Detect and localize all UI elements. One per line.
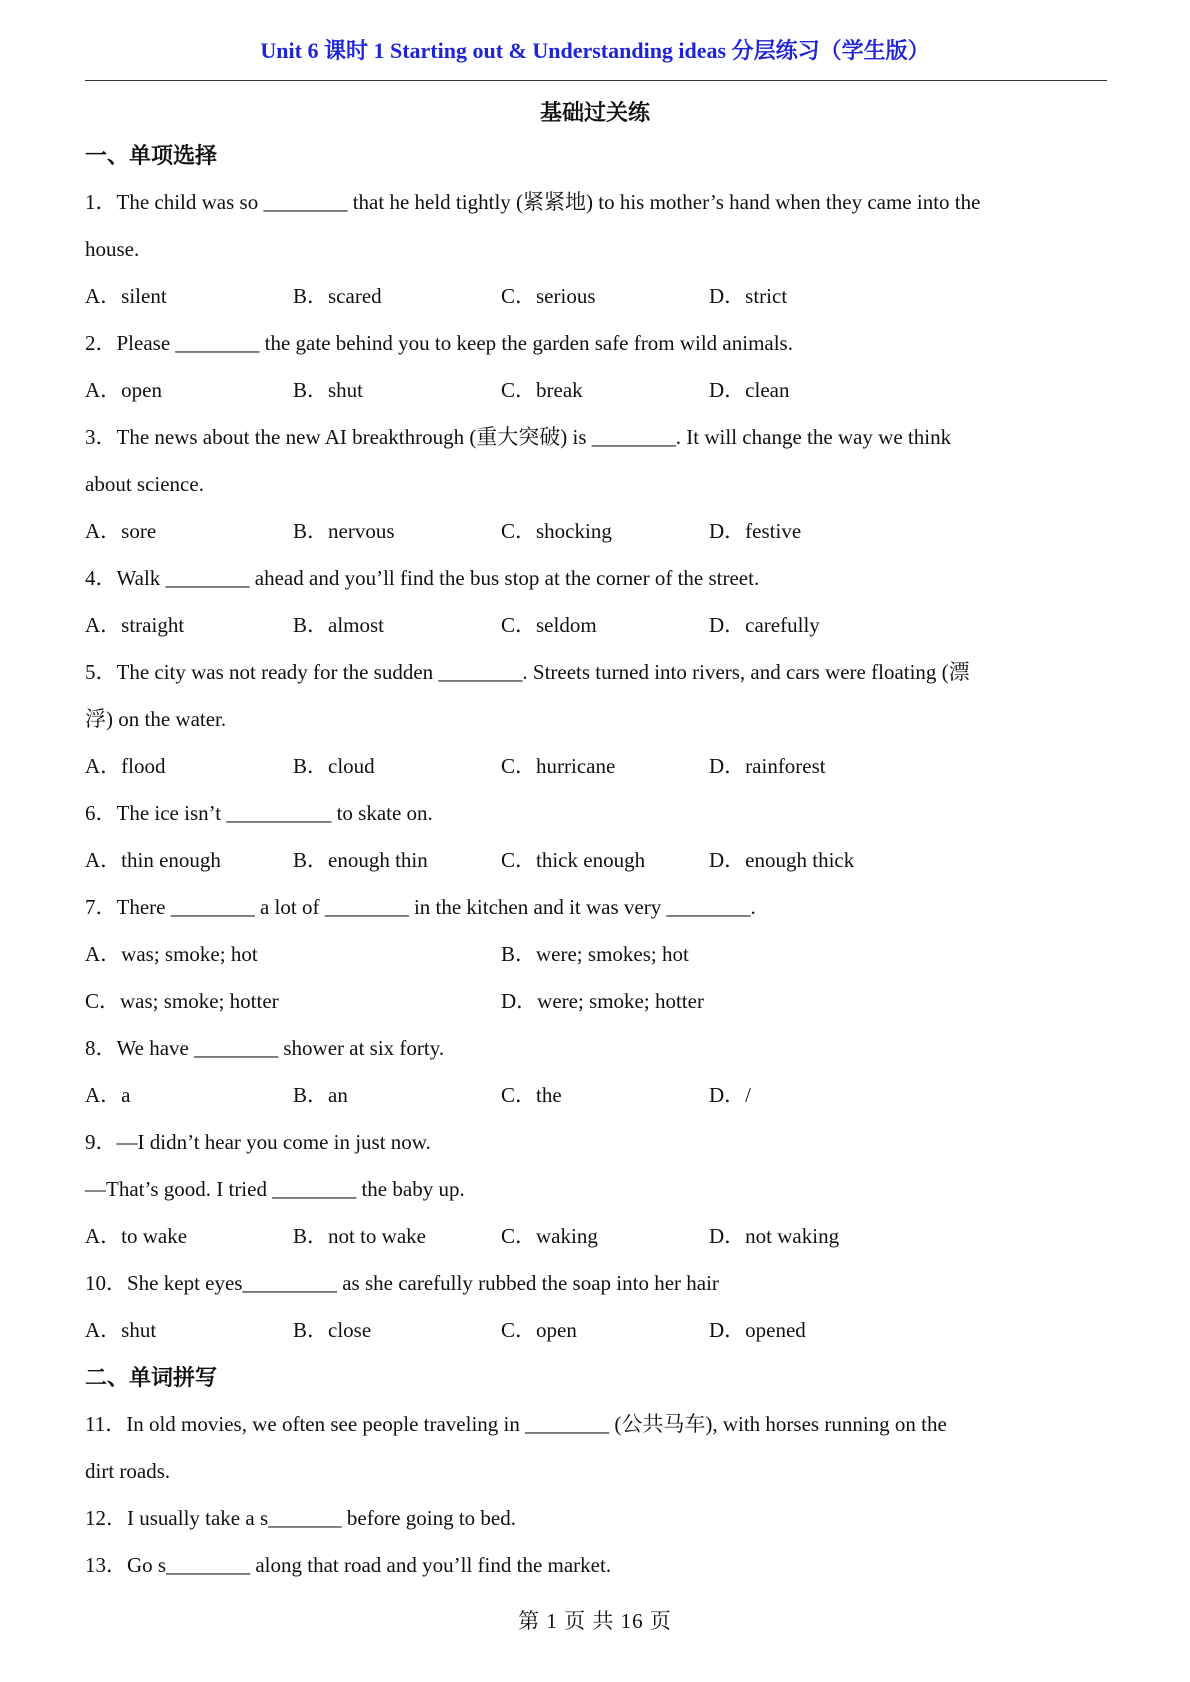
question-3-options bbox=[85, 508, 1110, 555]
question-2-options bbox=[85, 367, 1110, 414]
page-footer: 第 1 页 共 16 页 bbox=[518, 1609, 672, 1633]
question-6-stem: 6．The ice isn’t __________ to skate on. bbox=[85, 801, 433, 825]
worksheet-content bbox=[85, 132, 1110, 1589]
question-7-options-row2 bbox=[85, 978, 1110, 1025]
option-d: D．clean bbox=[709, 378, 790, 402]
question-12-stem: 12．I usually take a s_______ before going to bed. bbox=[85, 1506, 516, 1530]
option-b: B．shut bbox=[293, 378, 364, 402]
option-d: D．/ bbox=[709, 1083, 751, 1107]
option-b: B．not to wake bbox=[293, 1224, 426, 1248]
question-7-stem: 7．There ________ a lot of ________ in the kitchen and it was very ________. bbox=[85, 895, 756, 919]
question-8-options bbox=[85, 1072, 1110, 1119]
question-11-stem: 11．In old movies, we often see people traveling in ________ (公共马车), with horses running on the bbox=[85, 1412, 947, 1436]
question-11-stem-cont: dirt roads. bbox=[85, 1459, 171, 1483]
option-c: C．waking bbox=[501, 1224, 598, 1248]
option-b: B．enough thin bbox=[293, 848, 428, 872]
option-a: A．silent bbox=[85, 284, 167, 308]
question-13-stem: 13．Go s________ along that road and you’ll find the market. bbox=[85, 1553, 612, 1577]
question-1-stem-cont: house. bbox=[85, 237, 140, 261]
option-c: C．serious bbox=[501, 284, 596, 308]
question-1-options bbox=[85, 273, 1110, 320]
option-b: B．nervous bbox=[293, 519, 395, 543]
option-b: B．an bbox=[293, 1083, 348, 1107]
question-8-stem: 8．We have ________ shower at six forty. bbox=[85, 1036, 445, 1060]
question-6-options bbox=[85, 837, 1110, 884]
option-a: A．to wake bbox=[85, 1224, 188, 1248]
option-d: D．rainforest bbox=[709, 754, 826, 778]
question-5-stem: 5．The city was not ready for the sudden ________. Streets turned into rivers, and cars were floating (漂 bbox=[85, 660, 970, 684]
option-c: C．hurricane bbox=[501, 754, 616, 778]
option-a: A．shut bbox=[85, 1318, 157, 1342]
part2-title: 二、单词拼写 bbox=[85, 1365, 218, 1390]
question-4-options bbox=[85, 602, 1110, 649]
header-divider bbox=[85, 80, 1107, 81]
option-b: B．almost bbox=[293, 613, 385, 637]
question-5-stem-cont: 浮) on the water. bbox=[85, 707, 227, 731]
question-9-stem: 9．—I didn’t hear you come in just now. bbox=[85, 1130, 431, 1154]
option-c: C．seldom bbox=[501, 613, 597, 637]
question-2-stem: 2．Please ________ the gate behind you to keep the garden safe from wild animals. bbox=[85, 331, 793, 355]
option-c: C．open bbox=[501, 1318, 577, 1342]
option-d: D．were; smoke; hotter bbox=[501, 989, 704, 1013]
question-5-options bbox=[85, 743, 1110, 790]
part1-title: 一、单项选择 bbox=[85, 143, 218, 168]
option-a: A．flood bbox=[85, 754, 166, 778]
option-b: B．cloud bbox=[293, 754, 375, 778]
question-7-options-row1 bbox=[85, 931, 1110, 978]
option-a: A．sore bbox=[85, 519, 157, 543]
question-10-options bbox=[85, 1307, 1110, 1354]
option-d: D．strict bbox=[709, 284, 788, 308]
option-b: B．close bbox=[293, 1318, 372, 1342]
option-a: A．open bbox=[85, 378, 162, 402]
question-3-stem-cont: about science. bbox=[85, 472, 204, 496]
option-a: A．was; smoke; hot bbox=[85, 942, 258, 966]
option-d: D．opened bbox=[709, 1318, 806, 1342]
question-1-stem: 1．The child was so ________ that he held tightly (紧紧地) to his mother’s hand when they came into the bbox=[85, 190, 981, 214]
option-c: C．break bbox=[501, 378, 583, 402]
option-a: A．straight bbox=[85, 613, 185, 637]
question-10-stem: 10．She kept eyes_________ as she carefully rubbed the soap into her hair bbox=[85, 1271, 719, 1295]
option-d: D．enough thick bbox=[709, 848, 855, 872]
option-b: B．scared bbox=[293, 284, 382, 308]
question-9-options bbox=[85, 1213, 1110, 1260]
question-4-stem: 4．Walk ________ ahead and you’ll find the bus stop at the corner of the street. bbox=[85, 566, 760, 590]
option-c: C．shocking bbox=[501, 519, 612, 543]
option-c: C．the bbox=[501, 1083, 562, 1107]
option-a: A．a bbox=[85, 1083, 131, 1107]
option-d: D．not waking bbox=[709, 1224, 840, 1248]
option-b: B．were; smokes; hot bbox=[501, 942, 689, 966]
question-3-stem: 3．The news about the new AI breakthrough (重大突破) is ________. It will change the way we think bbox=[85, 425, 952, 449]
option-c: C．was; smoke; hotter bbox=[85, 989, 279, 1013]
option-c: C．thick enough bbox=[501, 848, 646, 872]
option-a: A．thin enough bbox=[85, 848, 221, 872]
option-d: D．festive bbox=[709, 519, 802, 543]
option-d: D．carefully bbox=[709, 613, 820, 637]
section-title: 基础过关练 bbox=[539, 100, 650, 125]
question-9-stem-cont: —That’s good. I tried ________ the baby up. bbox=[85, 1177, 465, 1201]
document-header: Unit 6 课时 1 Starting out & Understanding ideas 分层练习（学生版） bbox=[260, 38, 930, 63]
